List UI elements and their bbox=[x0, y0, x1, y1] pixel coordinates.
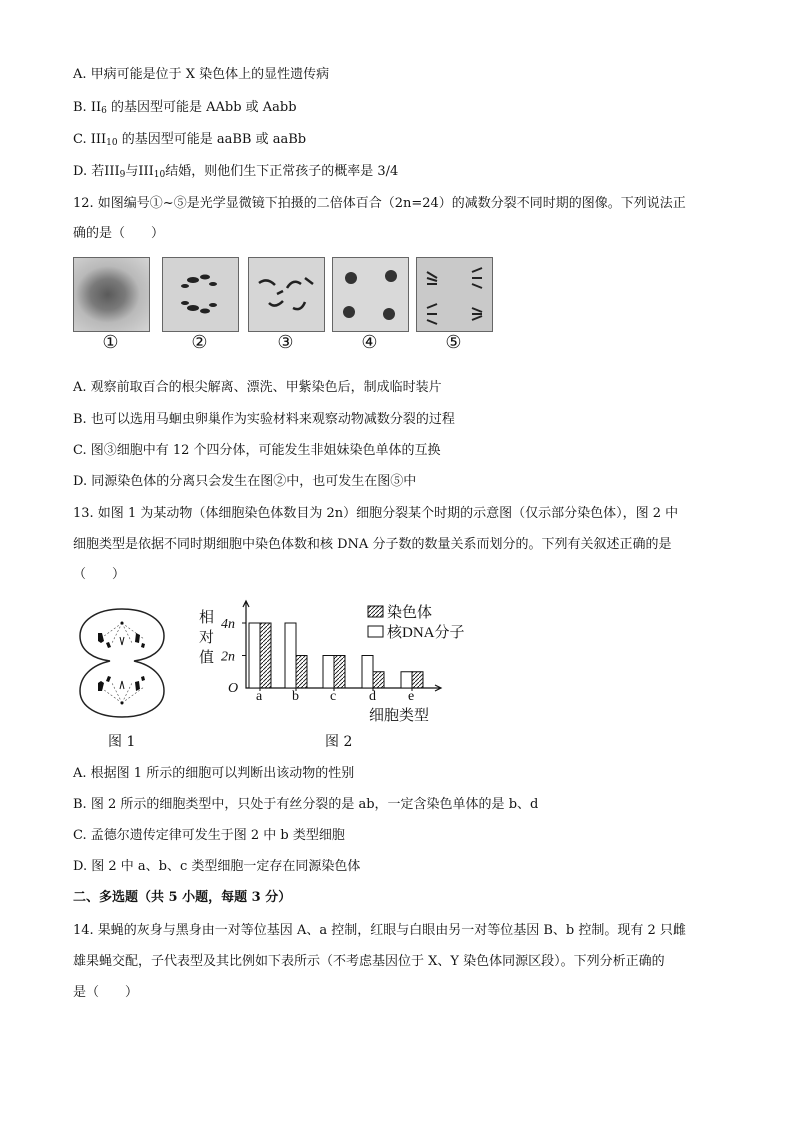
q13-stem-line3: （ ） bbox=[73, 567, 126, 582]
micrograph-3 bbox=[248, 257, 325, 332]
q13-stem-line1: 13. 如图 1 为某动物（体细胞染色体数目为 2n）细胞分裂某个时期的示意图（仅示部分染色体），图 2 中 bbox=[73, 506, 679, 521]
chart-xtick-label-b: b bbox=[292, 689, 299, 704]
q13-option-b: B. 图 2 所示的细胞类型中，只处于有丝分裂的是 ab，一定含染色单体的是 b、d bbox=[73, 797, 539, 812]
micrograph-4-label: ④ bbox=[361, 332, 378, 353]
micrograph-1 bbox=[73, 257, 150, 332]
q12-option-b: B. 也可以选用马蛔虫卵巢作为实验材料来观察动物减数分裂的过程 bbox=[73, 412, 455, 427]
bar-dna-d bbox=[362, 656, 373, 689]
legend-label-chromosome: 染色体 bbox=[387, 605, 433, 621]
chart-xtick-label-a: a bbox=[256, 689, 263, 704]
q12-stem-line1: 12. 如图编号①~⑤是光学显微镜下拍摄的二倍体百合（2n=24）的减数分裂不同时期的图像。下列说法正 bbox=[73, 196, 686, 211]
micrograph-3-label: ③ bbox=[277, 332, 294, 353]
bar-chromosome-d bbox=[373, 672, 384, 688]
q14-stem-line3: 是（ ） bbox=[73, 985, 139, 1000]
q13-option-d: D. 图 2 中 a、b、c 类型细胞一定存在同源染色体 bbox=[73, 859, 361, 874]
micrograph-1-label: ① bbox=[102, 332, 119, 353]
micrograph-2 bbox=[162, 257, 239, 332]
bar-dna-c bbox=[323, 656, 334, 689]
chart-ylabel-char-1: 相 bbox=[199, 610, 215, 626]
chart-ytick-label-0: O bbox=[228, 681, 239, 696]
chart-xtick-label-d: d bbox=[369, 689, 376, 704]
section-2-heading: 二、多选题（共 5 小题，每题 3 分） bbox=[73, 890, 292, 905]
q11-option-a: A. 甲病可能是位于 X 染色体上的显性遗传病 bbox=[73, 67, 330, 82]
chart-xlabel: 细胞类型 bbox=[369, 708, 430, 724]
micrograph-5 bbox=[416, 257, 493, 332]
q12-option-c: C. 图③细胞中有 12 个四分体，可能发生非姐妹染色单体的互换 bbox=[73, 443, 441, 458]
q11-option-b: B. $II_6$ 的基因型可能是 AAbb 或 Aabb bbox=[73, 100, 297, 116]
legend-swatch-chromosome bbox=[368, 606, 383, 617]
q12-option-d: D. 同源染色体的分离只会发生在图②中，也可发生在图⑤中 bbox=[73, 474, 417, 489]
chart-ylabel-char-3: 值 bbox=[199, 650, 215, 666]
micrograph-4 bbox=[332, 257, 409, 332]
bar-chromosome-c bbox=[334, 656, 345, 689]
q13-option-c: C. 孟德尔遗传定律可发生于图 2 中 b 类型细胞 bbox=[73, 828, 345, 843]
q13-option-a: A. 根据图 1 所示的细胞可以判断出该动物的性别 bbox=[73, 766, 355, 781]
chart-ytick-label-1: 2n bbox=[221, 649, 235, 665]
micrograph-5-label: ⑤ bbox=[445, 332, 462, 353]
bar-chromosome-e bbox=[412, 672, 423, 688]
bar-dna-b bbox=[285, 623, 296, 688]
q11-option-c: C. $III_{10}$ 的基因型可能是 aaBB 或 aaBb bbox=[73, 132, 307, 148]
bar-dna-e bbox=[401, 672, 412, 688]
q12-stem-line2: 确的是（ ） bbox=[73, 226, 165, 241]
q12-option-a: A. 观察前取百合的根尖解离、漂洗、甲紫染色后，制成临时装片 bbox=[73, 380, 442, 395]
figure-2-bar-chart bbox=[195, 598, 490, 726]
chart-xtick-label-c: c bbox=[330, 689, 337, 704]
legend-label-dna: 核DNA分子 bbox=[387, 625, 465, 641]
chart-xtick-label-e: e bbox=[408, 689, 415, 704]
chart-ylabel-char-2: 对 bbox=[199, 630, 215, 646]
q14-stem-line2: 雄果蝇交配，子代表型及其比例如下表所示（不考虑基因位于 X、Y 染色体同源区段）。下列分析正确的 bbox=[73, 954, 665, 969]
legend-swatch-dna bbox=[368, 626, 383, 637]
q13-stem-line2: 细胞类型是依据不同时期细胞中染色体数和核 DNA 分子数的数量关系而划分的。下列有关叙述正确的是 bbox=[73, 537, 672, 552]
chart-ytick-label-2: 4n bbox=[221, 617, 235, 632]
q14-stem-line1: 14. 果蝇的灰身与黑身由一对等位基因 A、a 控制，红眼与白眼由另一对等位基因 B、b 控制。现有 2 只雌 bbox=[73, 923, 686, 938]
bar-chromosome-a bbox=[260, 623, 271, 688]
figure-1-caption: 图 1 bbox=[108, 734, 136, 750]
bar-dna-a bbox=[249, 623, 260, 688]
figure-1-cell-diagram bbox=[76, 603, 168, 721]
figure-2-caption: 图 2 bbox=[325, 734, 353, 750]
bar-chromosome-b bbox=[296, 656, 307, 689]
micrograph-2-label: ② bbox=[191, 332, 208, 353]
q11-option-d: D. 若$III_9$与$III_{10}$结婚，则他们生下正常孩子的概率是 3/4 bbox=[73, 164, 399, 180]
